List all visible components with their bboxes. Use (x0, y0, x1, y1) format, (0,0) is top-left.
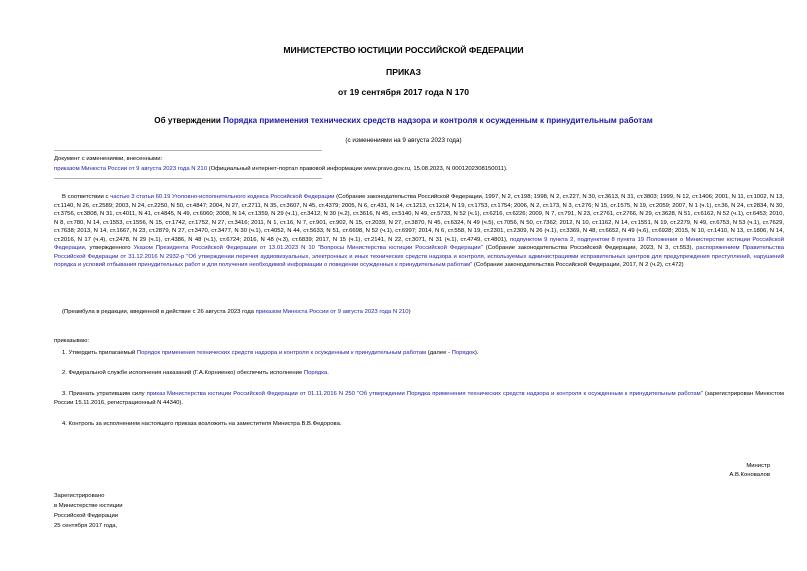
amended-note: (с изменениями на 9 августа 2023 года) (345, 137, 462, 144)
procedure-link-2[interactable]: Порядка (303, 370, 328, 376)
registration-line-1: Зарегистрировано (54, 493, 105, 499)
preamble-end: ) (408, 309, 411, 315)
order-item-2-end: . (327, 370, 329, 376)
signatory-position: Министр (746, 463, 770, 469)
basis-text-5: (Собрание законодательства Российской Федерации, 2017, N 2 (ч.2), ст.472) (472, 262, 684, 269)
registration-line-3: Российской Федерации (54, 513, 119, 519)
procedure-link[interactable]: Порядок применения технических средств надзора и контроля к осужденным к принудительным работам (136, 350, 427, 356)
document-title-link[interactable]: Порядка применения технических средств надзора и контроля к осужденным к принудительным работам (223, 116, 653, 125)
order-label: приказываю: (54, 338, 90, 344)
registration-line-2: в Министерстве юстиции (54, 503, 123, 509)
basis-text-4: (Собрание законодательства Российской Федерации, 2023, N 3, ст.553), (482, 245, 697, 252)
basis-text-1: В соответствии с (62, 194, 111, 200)
amendments-label: Документ с изменениями, внесенными: (54, 156, 163, 162)
amendment-link[interactable]: приказом Минюста России от 9 августа 2023 года N 210 (54, 166, 207, 172)
presidential-decree-link[interactable]: Указом Президента Российской Федерации от 13.01.2023 N 10 "Вопросы Министерства юстиции Российской Федерации" (133, 245, 483, 252)
preamble-note (62, 308, 411, 316)
order-item-2-text: 2. Федеральной службе исполнения наказаний (Г.А.Корниенко) обеспечить исполнение (62, 370, 304, 376)
top-separator (54, 150, 322, 151)
repealed-order-link[interactable]: приказ Министерства юстиции Российской Федерации от 01.11.2016 N 250 "Об утверждении Порядка применения технических средств надзора и контроля к осужденным к принудительным работам" (146, 391, 703, 397)
regulation-link[interactable]: подпунктом 9 пункта 2, подпунктом 8 пункта 19 Положения о Министерстве юстиции Российской Федерации (54, 236, 784, 252)
document-title (0, 116, 807, 125)
order-item-1-mid: (далее - (426, 350, 452, 356)
order-item-3-text: 3. Признать утратившим силу (62, 391, 147, 397)
amendment-details: (Официальный интернет-портал правовой информации www.pravo.gov.ru, 15.08.2023, N 0001202308150011). (206, 166, 508, 172)
document-type: ПРИКАЗ (386, 67, 421, 77)
basis-paragraph (54, 193, 784, 270)
order-item-3-end: (зарегистрирован Минюстом России 15.11.2016, регистрационный N 44340). (54, 391, 784, 406)
order-item-1-text: 1. Утвердить прилагаемый (62, 350, 137, 356)
government-order-link[interactable]: распоряжением Правительства Российской Федерации от 31.12.2016 N 2932-р "Об утверждении перечня аудиовизуальных, электронных и иных технических средств надзора и контроля, используемых администрациями исправительных центров для предупреждения преступлений, нарушений порядка и условий отбывания принудительных работ и для получения необходимой информации о поведении осужденных к принудительным работам" (54, 245, 785, 269)
document-title-prefix: Об утверждении (154, 116, 224, 125)
registration-line-4: 25 сентября 2017 года, (54, 523, 118, 529)
preamble-link[interactable]: приказом Минюста России от 9 августа 2023 года N 210 (255, 309, 409, 315)
amendments-line (54, 165, 508, 173)
basis-text-2: (Собрание законодательства Российской Федерации, 1997, N 2, ст.198; 1998, N 2, ст.227, N 30, ст.3613, N 31, ст.3803; 1999, N 12, ст.1406; 2001, N 11, ст.1002, N 13, ст.1140, N 26, ст.2589; 2003, N 24, ст.2250, N 50, ст.4847; 2004, N 27, ст.2711, N 35, ст.3607, N 45, ст.4379; 2005, N 6, ст.431, N 14, ст.1213, ст.1214, N 19, ст.1753, ст.1754; 2006, N 2, ст.173, N 3, ст.276; N 15, ст.1575, N 19, ст.2059; 2007, N 1 (ч.1), ст.36, N 24, ст.2834, N 30, ст.3756, ст.3808, N 31, ст.4011, N 41, ст.4845, N 49, ст.6060; 2008, N 14, ст.1359, N 29 (ч.1), ст.3412, N 30 (ч.2), ст.3616, N 45, ст.5140, N 49, ст.5733, N 52 (ч.1), ст.6216, ст.6226; 2009, N 7, ст.791, N 23, ст.2761, ст.2766, N 29, ст.3628, N 51, ст.6162, N 52 (ч.1), ст.6453; 2010, N 8, ст.780, N 14, ст.1553, ст.1556, N 15, ст.1742, ст.1752, N 27, ст.3416; 2011, N 1, ст.16, N 7, ст.901, ст.902, N 15, ст.2039, N 27, ст.3870, N 45, ст.6324, N 49 (ч.5), ст.7056, N 50, ст.7362; 2012, N 10, ст.1162, N 14, ст.1551, N 19, ст.2279, N 49, ст.6753, N 53 (ч.1), ст.7629, ст.7638; 2013, N 14, ст.1667, N 23, ст.2879, N 27, ст.3470, ст.3477, N 30 (ч.1), ст.4052, N 44, ст.5633, N 51, ст.6698, N 52 (ч.1), ст.6997; 2014, N 6, ст.558, N 19, ст.2301, ст.2309, N 26 (ч.1), ст.3369, N 48, ст.6652, N 49 (ч.6), ст.6928; 2015, N 10, ст.1410, N 13, ст.1806, N 14, ст.2016, N 17 (ч.4), ст.2478, N 29 (ч.1), ст.4386, N 48 (ч.1), ст.6724; 2016, N 48 (ч.3), ст.6839; 2017, N 15 (ч.1), ст.2141, N 22, ст.3071, N 31 (ч.1), ст.4749, ст.4801), (54, 194, 785, 243)
basis-text-3: , утвержденного (84, 245, 134, 252)
document-date-number: от 19 сентября 2017 года N 170 (337, 87, 470, 97)
order-item-3 (54, 390, 784, 407)
order-item-2 (62, 369, 329, 377)
order-item-4: 4. Контроль за исполнением настоящего приказа возложить на заместителя Министра В.В.Федорова. (62, 421, 342, 427)
preamble-text: (Преамбула в редакции, введенной в действие с 26 августа 2023 года (62, 309, 256, 315)
order-item-1-end: ). (474, 350, 479, 356)
ministry-heading: МИНИСТЕРСТВО ЮСТИЦИИ РОССИЙСКОЙ ФЕДЕРАЦИИ (283, 45, 524, 55)
procedure-short-link[interactable]: Порядок (451, 350, 475, 356)
code-article-link[interactable]: частью 3 статьи 60.19 Уголовно-исполнительного кодекса Российской Федерации (110, 194, 335, 200)
bottom-separator (54, 178, 322, 179)
signatory-name: А.В.Коновалов (729, 472, 770, 478)
order-item-1 (62, 349, 478, 357)
